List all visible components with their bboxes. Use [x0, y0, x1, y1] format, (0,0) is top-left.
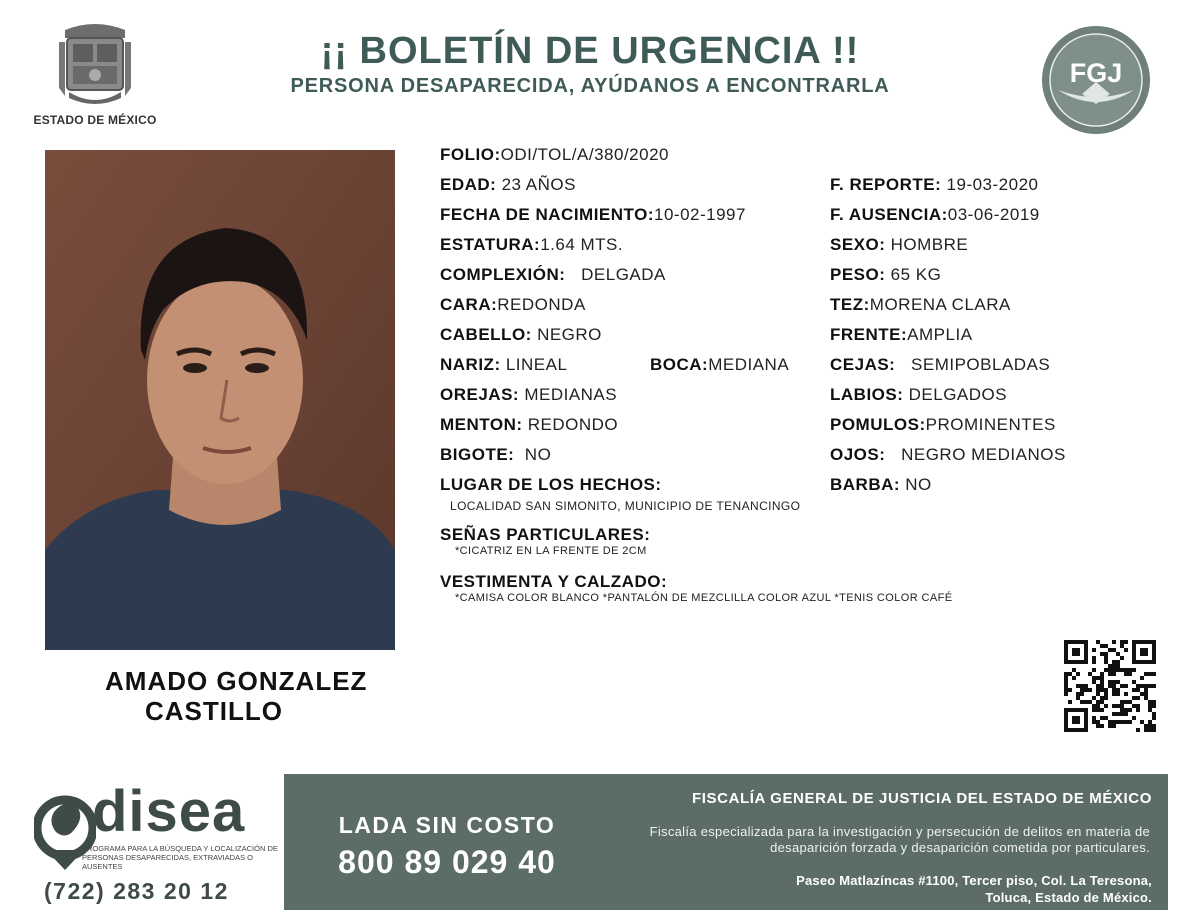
field-barba [830, 475, 932, 495]
field-value: AMPLIA [907, 325, 973, 344]
field-label: CARA: [440, 295, 498, 314]
field-peso [830, 265, 941, 285]
field-label: LUGAR DE LOS HECHOS: [440, 475, 662, 494]
fgj-seal-icon [1040, 24, 1152, 136]
fgj-logo-text: FGJ [1069, 58, 1123, 88]
field-frente [830, 325, 973, 345]
field-value: MORENA CLARA [869, 295, 1011, 314]
qr-code-icon [1064, 640, 1156, 732]
field-labios [830, 385, 1007, 405]
odisea-wordmark: disea [92, 779, 246, 844]
field-label: FECHA DE NACIMIENTO: [440, 205, 654, 224]
field-label: OJOS: [830, 445, 886, 464]
field-value: ODI/TOL/A/380/2020 [500, 145, 670, 164]
field-label: MENTON: [440, 415, 523, 434]
field-cejas [830, 355, 1050, 375]
field-value: MEDIANA [708, 355, 790, 374]
address-line2: Toluca, Estado de México. [985, 890, 1152, 905]
field-fecha-nacimiento [440, 205, 746, 225]
field-label: OREJAS: [440, 385, 520, 404]
field-value: 65 KG [890, 265, 942, 284]
lada-label: LADA SIN COSTO [338, 812, 556, 838]
coat-of-arms-icon [55, 18, 135, 108]
field-value: NEGRO MEDIANOS [901, 445, 1066, 464]
field-boca [650, 355, 789, 375]
field-value: 19-03-2020 [946, 175, 1039, 194]
field-label: EDAD: [440, 175, 497, 194]
field-value: PROMINENTES [925, 415, 1056, 434]
field-label: FOLIO: [440, 145, 501, 164]
field-label: BARBA: [830, 475, 901, 494]
field-vestimenta-value: *CAMISA COLOR BLANCO *PANTALÓN DE MEZCLILLA COLOR AZUL *TENIS COLOR CAFÉ [455, 592, 953, 604]
bulletin-subtitle: PERSONA DESAPARECIDA, AYÚDANOS A ENCONTRARLA [290, 75, 890, 97]
field-value: REDONDA [497, 295, 586, 314]
odisea-logo [30, 780, 280, 910]
field-label: BIGOTE: [440, 445, 515, 464]
field-label: TEZ: [830, 295, 870, 314]
person-name-line2: CASTILLO [145, 696, 283, 726]
field-f-ausencia [830, 205, 1040, 225]
field-label: F. AUSENCIA: [830, 205, 948, 224]
field-label: BOCA: [650, 355, 709, 374]
field-bigote [440, 445, 551, 465]
field-complexion [440, 265, 666, 285]
field-orejas [440, 385, 617, 405]
field-nariz [440, 355, 567, 375]
field-pomulos [830, 415, 1056, 435]
field-ojos [830, 445, 1066, 465]
field-value: SEMIPOBLADAS [911, 355, 1051, 374]
field-label: F. REPORTE: [830, 175, 942, 194]
field-value: 1.64 MTS. [540, 235, 624, 254]
odisea-phone: (722) 283 20 12 [44, 878, 229, 904]
field-cara [440, 295, 586, 315]
field-tez [830, 295, 1011, 315]
field-value: 03-06-2019 [947, 205, 1040, 224]
field-label: POMULOS: [830, 415, 926, 434]
field-folio [440, 145, 669, 165]
field-label: NARIZ: [440, 355, 501, 374]
field-label: ESTATURA: [440, 235, 541, 254]
field-label: LABIOS: [830, 385, 904, 404]
field-menton [440, 415, 618, 435]
field-label: FRENTE: [830, 325, 908, 344]
field-f-reporte [830, 175, 1039, 195]
field-vestimenta [440, 572, 667, 592]
field-value: NO [524, 445, 552, 464]
field-estatura [440, 235, 623, 255]
field-label: COMPLEXIÓN: [440, 265, 566, 284]
field-label: VESTIMENTA Y CALZADO: [440, 572, 668, 591]
field-value: NEGRO [537, 325, 602, 344]
field-label: SEÑAS PARTICULARES: [440, 525, 651, 544]
field-value: NO [905, 475, 932, 494]
edomex-logo [30, 18, 160, 130]
field-label: CEJAS: [830, 355, 896, 374]
field-lugar-hechos-value: LOCALIDAD SAN SIMONITO, MUNICIPIO DE TENANCINGO [450, 499, 801, 513]
field-value: HOMBRE [890, 235, 969, 254]
odisea-description: PROGRAMA PARA LA BÚSQUEDA Y LOCALIZACIÓN DE PERSONAS DESAPARECIDAS, EXTRAVIADAS O AUSENTES [82, 844, 278, 871]
field-value: DELGADOS [908, 385, 1008, 404]
field-label: SEXO: [830, 235, 886, 254]
lada-number: 800 89 029 40 [338, 844, 556, 880]
fgj-logo [1040, 24, 1152, 136]
person-name-line1: AMADO GONZALEZ [105, 666, 368, 696]
address-line1: Paseo Matlazíncas #1100, Tercer piso, Col. La Teresona, [796, 873, 1152, 888]
field-senas [440, 525, 650, 545]
field-sexo [830, 235, 968, 255]
state-label: ESTADO DE MÉXICO [33, 113, 157, 127]
field-senas-value: *CICATRIZ EN LA FRENTE DE 2CM [455, 545, 647, 557]
fiscalia-title: FISCALÍA GENERAL DE JUSTICIA DEL ESTADO DE MÉXICO [692, 790, 1152, 807]
field-value: DELGADA [581, 265, 666, 284]
field-cabello [440, 325, 602, 345]
field-value: MEDIANAS [524, 385, 618, 404]
field-value: 10-02-1997 [654, 205, 746, 224]
field-lugar-hechos [440, 475, 662, 495]
field-value: 23 AÑOS [501, 175, 576, 194]
fiscalia-description: Fiscalía especializada para la investigación y persecución de delitos en materia de desaparición forzada y desaparición cometida por particulares. [649, 824, 1150, 855]
field-label: CABELLO: [440, 325, 532, 344]
field-label: PESO: [830, 265, 886, 284]
bulletin-title: ¡¡ BOLETÍN DE URGENCIA !! [320, 30, 860, 72]
person-photo [45, 150, 395, 650]
field-value: REDONDO [527, 415, 619, 434]
field-value: LINEAL [505, 355, 568, 374]
field-edad [440, 175, 576, 195]
person-name [45, 666, 465, 726]
fiscalia-address [692, 872, 1152, 906]
